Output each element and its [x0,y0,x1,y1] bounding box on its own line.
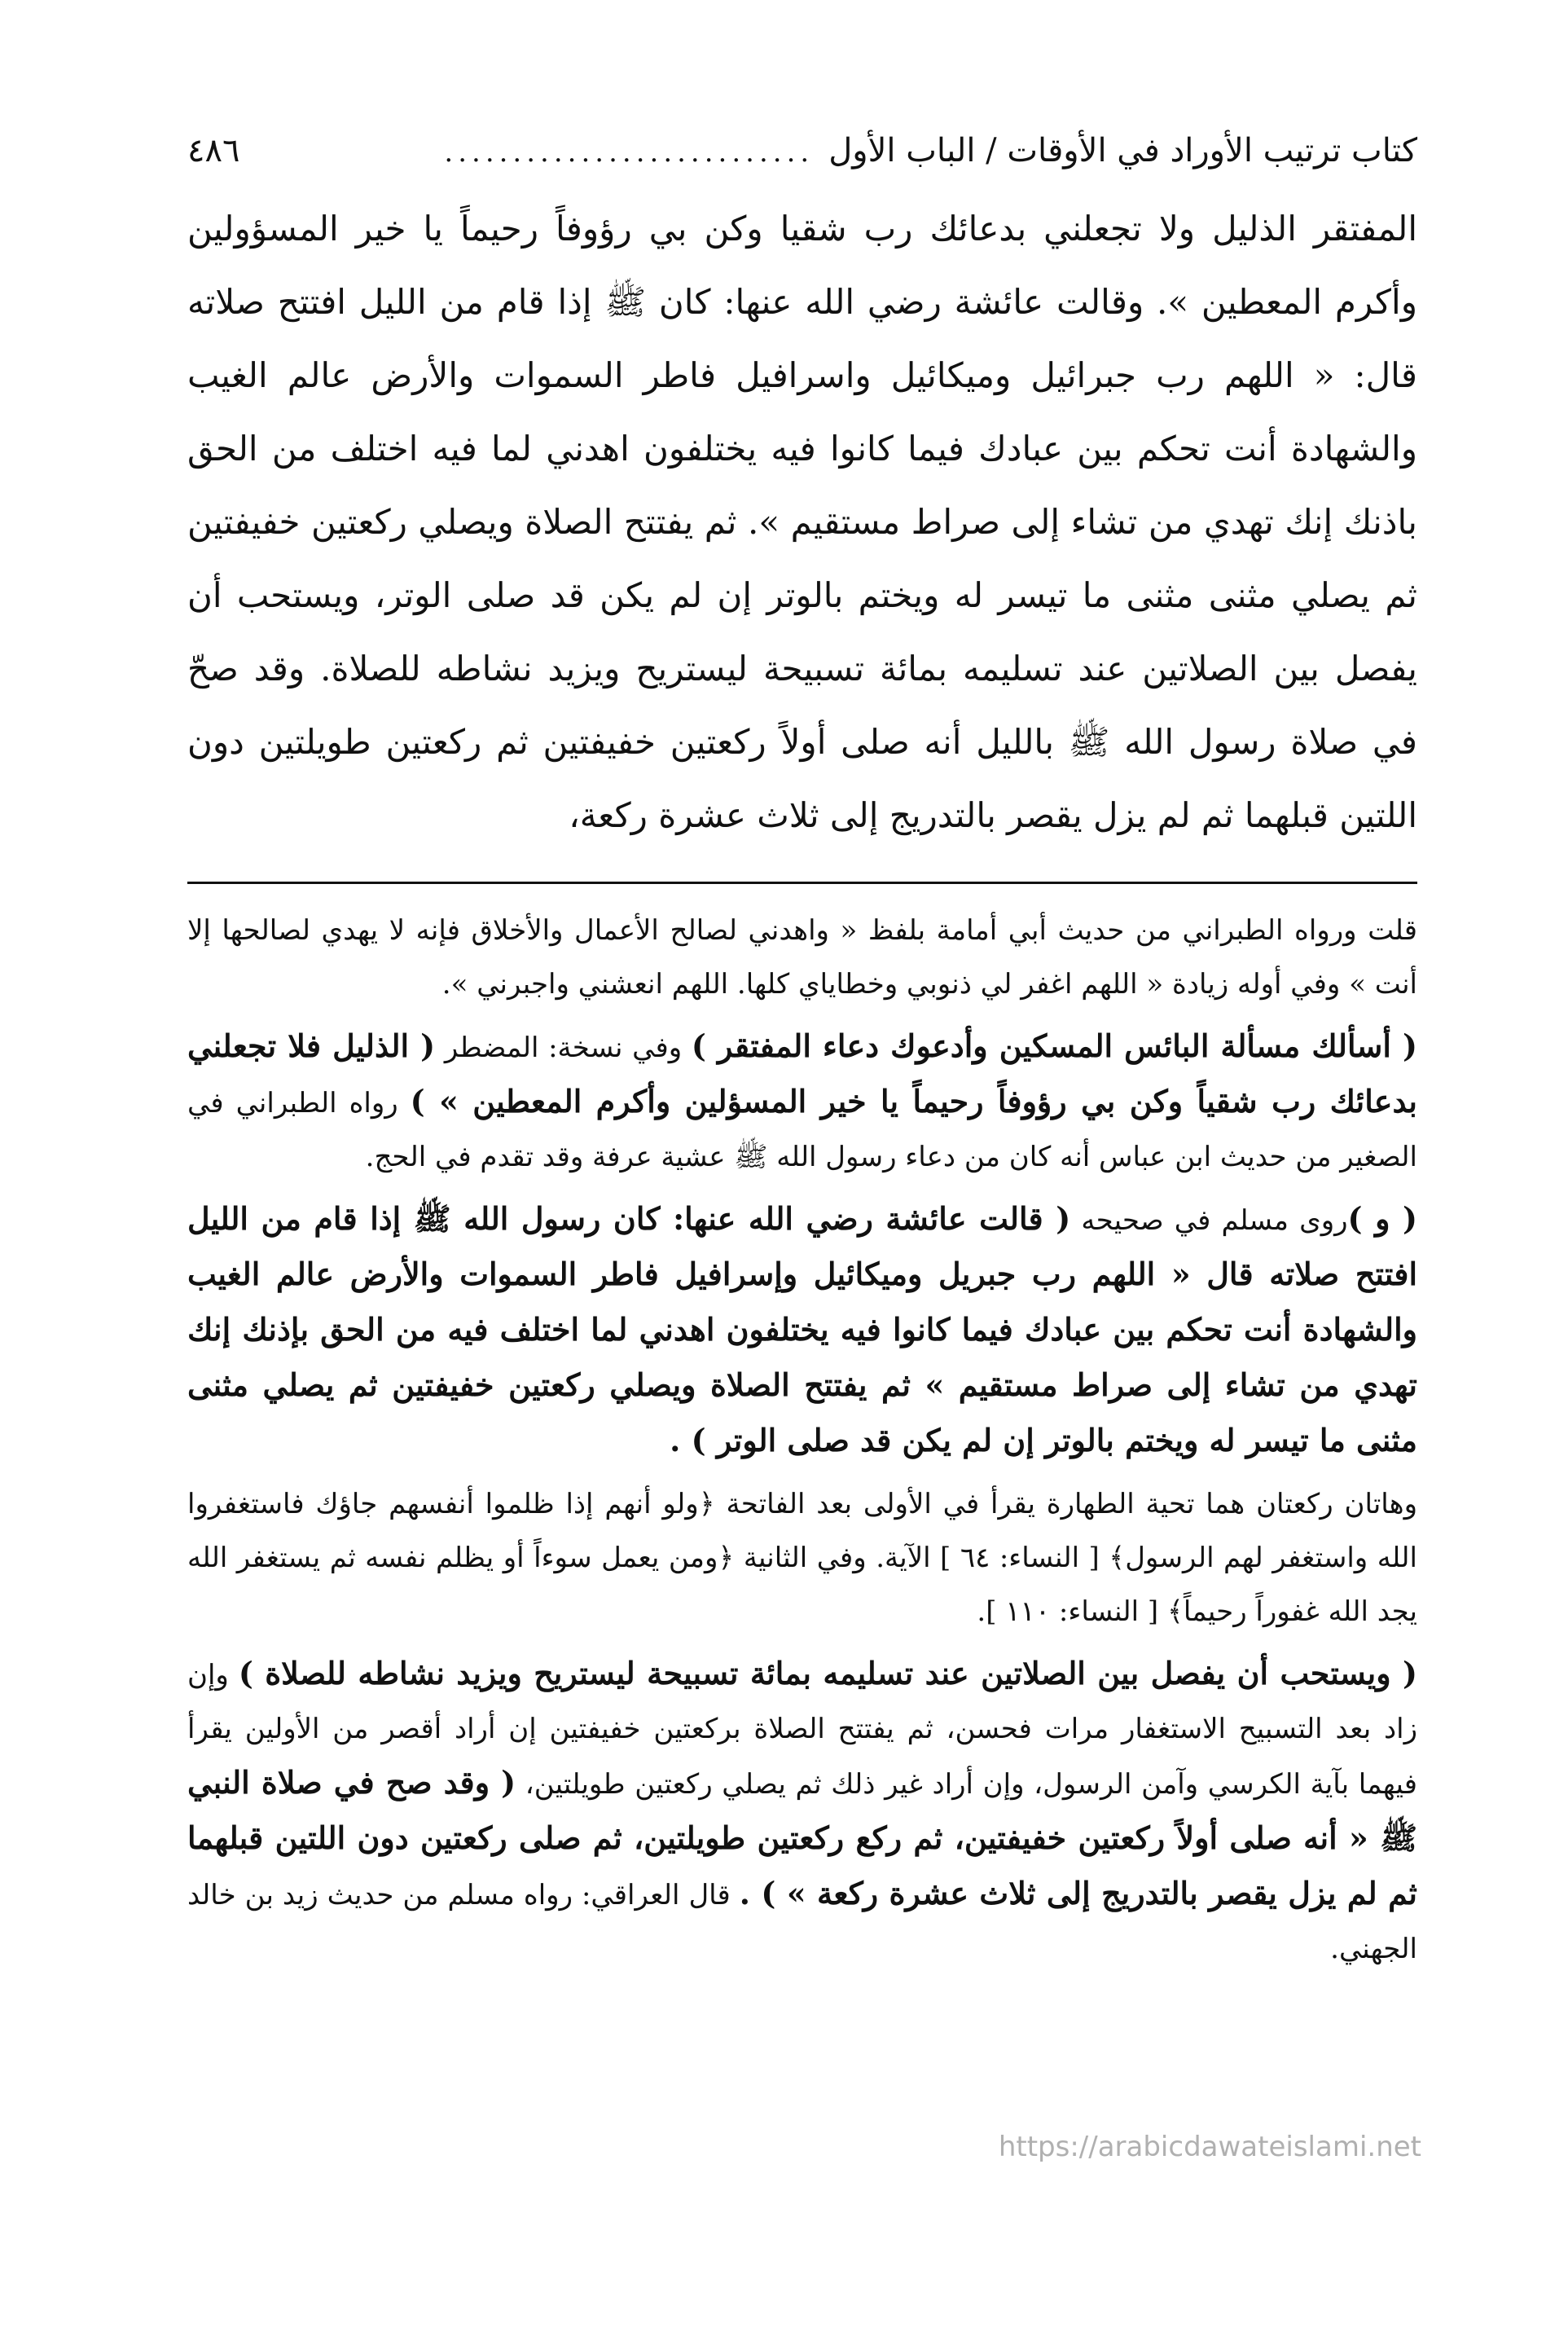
quoted-text: ( الذليل فلا تجعلني بدعائك رب شقياً وكن بي رؤوفاً رحيماً يا خير المسؤلين وأكرم المعطين » ) [187,1027,1417,1120]
commentary-text: روى مسلم في صحيحه [1070,1204,1348,1237]
book-page [187,122,1417,1984]
commentary-paragraph-4: وهاتان ركعتان هما تحية الطهارة يقرأ في الأولى بعد الفاتحة ﴿ولو أنهم إذا ظلموا أنفسهم جاؤك فاستغفروا الله واستغفر لهم الرسول﴾ [ النساء: ٦٤ ] الآية. وفي الثانية ﴿ومن يعمل سوءاً أو يظلم نفسه ثم يستغفر الله يجد الله غفوراً رحيماً﴾ [ النساء: ١١٠ ]. [187,1488,1417,1628]
quoted-text: ( و ) [1347,1200,1417,1237]
quoted-text: ( ويستحب أن يفصل بين الصلاتين عند تسليمه بمائة تسبيحة ليستريح ويزيد نشاطه للصلاة ) [238,1655,1417,1691]
leader-dots: ........................... [444,136,815,169]
commentary [187,904,1417,1976]
quoted-text: ( أسألك مسألة البائس المسكين وأدعوك دعاء المفتقر ) [691,1027,1417,1064]
main-text [187,192,1417,852]
commentary-text: وفي نسخة: المضطر [435,1032,692,1064]
commentary-paragraph-5 [187,1647,1417,1976]
chapter-title: كتاب ترتيب الأوراد في الأوقات / الباب الأول [828,132,1417,169]
commentary-text: قال العراقي: رواه مسلم من حديث زيد بن خالد الجهني. [187,1879,1417,1965]
commentary-text: وإن زاد بعد التسبيح الاستغفار مرات فحسن، ثم يفتتح الصلاة بركعتين خفيفتين إن أراد أقصر من الأولين يقرأ فيهما بآية الكرسي وآمن الرسول، وإن أراد غير ذلك ثم يصلي ركعتين طويلتين، [187,1659,1417,1801]
commentary-paragraph-1: قلت ورواه الطبراني من حديث أبي أمامة بلفظ « واهدني لصالح الأعمال والأخلاق فإنه لا يهدي لصالحها إلا أنت » وفي أوله زيادة « اللهم اغفر لي ذنوبي وخطاياي كلها. اللهم انعشني واجبرني ». [187,914,1417,1001]
footnote-divider [187,882,1417,884]
quoted-text: ( قالت عائشة رضي الله عنها: كان رسول الله ﷺ إذا قام من الليل افتتح صلاته قال « اللهم رب جبريل وميكائيل وإسرافيل فاطر السموات والأرض عالم الغيب والشهادة أنت تحكم بين عبادك فيما كانوا فيه يختلفون اهدني لما اختلف فيه من الحق بإذنك إنك تهدي من تشاء إلى صراط مستقيم » ثم يفتتح الصلاة ويصلي ركعتين خفيفتين ثم يصلي مثنى مثنى ما تيسر له ويختم بالوتر إن لم يكن قد صلى الوتر ) . [187,1200,1417,1458]
commentary-paragraph-3 [187,1192,1417,1469]
quoted-text: ( وقد صح في صلاة النبي ﷺ « أنه صلى أولاً ركعتين خفيفتين، ثم ركع ركعتين طويلتين، ثم صلى ركعتين دون اللتين قبلهما ثم لم يزل يقصر بالتدريج إلى ثلاث عشرة ركعة » ) . [187,1764,1417,1911]
running-title [444,122,1417,181]
main-paragraph: المفتقر الذليل ولا تجعلني بدعائك رب شقيا وكن بي رؤوفاً رحيماً يا خير المسؤولين وأكرم المعطين ». وقالت عائشة رضي الله عنها: كان ﷺ إذا قام من الليل افتتح صلاته قال: « اللهم رب جبرائيل وميكائيل واسرافيل فاطر السموات والأرض عالم الغيب والشهادة أنت تحكم بين عبادك فيما كانوا فيه يختلفون اهدني لما فيه اختلف من الحق باذنك إنك تهدي من تشاء إلى صراط مستقيم ». ثم يفتتح الصلاة ويصلي ركعتين خفيفتين ثم يصلي مثنى مثنى ما تيسر له ويختم بالوتر إن لم يكن قد صلى الوتر، ويستحب أن يفصل بين الصلاتين عند تسليمه بمائة تسبيحة ليستريح ويزيد نشاطه للصلاة. وقد صحّ في صلاة رسول الله ﷺ بالليل أنه صلى أولاً ركعتين خفيفتين ثم ركعتين طويلتين دون اللتين قبلهما ثم لم يزل يقصر بالتدريج إلى ثلاث عشرة ركعة، [187,209,1417,835]
commentary-text: رواه الطبراني في الصغير من حديث ابن عباس أنه كان من دعاء رسول الله ﷺ عشية عرفة وقد تقدم في الحج. [187,1087,1417,1173]
commentary-paragraph-2 [187,1019,1417,1184]
page-header [187,122,1417,179]
watermark-url: https://arabicdawateislami.net [998,2131,1421,2163]
page-number: ٤٨٦ [187,132,240,169]
